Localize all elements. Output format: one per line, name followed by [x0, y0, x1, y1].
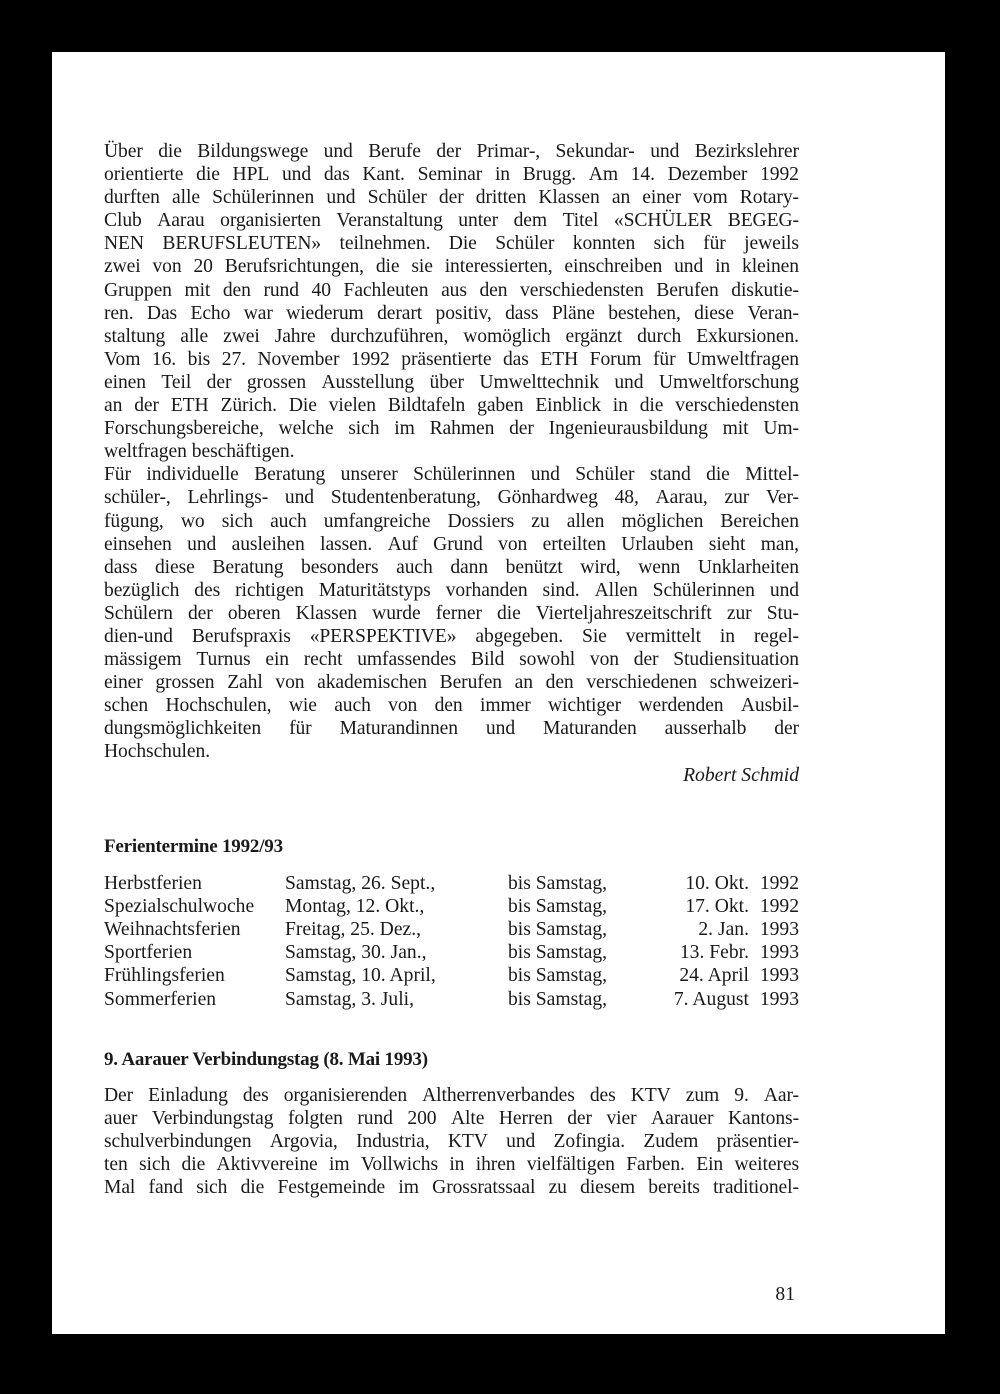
ferien-row — [104, 872, 799, 895]
text-line: dass diese Beratung besonders auch dann benützt wird, wenn Unklarheiten — [104, 556, 799, 578]
ferientermine-table — [104, 872, 799, 1011]
start-date: Samstag, 3. Juli, — [285, 988, 414, 1010]
document-page — [52, 52, 945, 1334]
article-body — [104, 140, 799, 764]
text-line: Der Einladung des organisierenden Altherrenverbandes des KTV zum 9. Aar- — [104, 1084, 799, 1106]
end-date: 2. Jan. — [698, 918, 749, 940]
until-label: bis Samstag, — [508, 872, 608, 894]
ferien-row — [104, 964, 799, 987]
vacation-name: Frühlingsferien — [104, 965, 225, 987]
start-date: Samstag, 26. Sept., — [285, 872, 436, 894]
year: 1993 — [759, 942, 799, 964]
vacation-name: Weihnachtsferien — [104, 918, 241, 940]
end-date: 13. Febr. — [679, 942, 749, 964]
year: 1992 — [759, 895, 799, 917]
start-date: Samstag, 10. April, — [285, 965, 436, 987]
text-line: schüler-, Lehrlings- und Studentenberatung, Gönhardweg 48, Aarau, zur Ver- — [104, 487, 799, 509]
text-line: einen Teil der grossen Ausstellung über Umwelttechnik und Umweltforschung — [104, 371, 799, 393]
text-line: bezüglich des richtigen Maturitätstyps vorhanden sind. Allen Schülerinnen und — [104, 579, 799, 601]
end-date: 10. Okt. — [685, 872, 749, 894]
author-signature: Robert Schmid — [683, 764, 799, 786]
text-line: einsehen und ausleihen lassen. Auf Grund von erteilten Urlauben sieht man, — [104, 533, 799, 555]
year: 1993 — [759, 918, 799, 940]
text-line: ren. Das Echo war wiederum derart positiv, dass Pläne bestehen, diese Veran- — [104, 302, 799, 324]
text-line: Schülern der oberen Klassen wurde ferner die Vierteljahreszeitschrift zur Stu- — [104, 602, 799, 624]
text-line: auer Verbindungstag folgten rund 200 Alte Herren der vier Aarauer Kantons- — [104, 1107, 799, 1129]
text-line: dien-und Berufspraxis «PERSPEKTIVE» abgegeben. Sie vermittelt in regel- — [104, 625, 799, 647]
until-label: bis Samstag, — [508, 895, 608, 917]
text-line: schen Hochschulen, wie auch von den immer wichtiger werdenden Ausbil- — [104, 695, 799, 717]
ferientermine-heading: Ferientermine 1992/93 — [104, 835, 283, 857]
text-line: Forschungsbereiche, welche sich im Rahmen der Ingenieurausbildung mit Um- — [104, 418, 799, 440]
text-line: ten sich die Aktivvereine im Vollwichs in ihren vielfältigen Farben. Ein weiteres — [104, 1154, 799, 1176]
page-content — [104, 140, 799, 1199]
text-line: Für individuelle Beratung unserer Schülerinnen und Schüler stand die Mittel- — [104, 464, 799, 486]
until-label: bis Samstag, — [508, 965, 608, 987]
ferien-row — [104, 895, 799, 918]
ferien-row — [104, 918, 799, 941]
text-line: zwei von 20 Berufsrichtungen, die sie interessierten, einschreiben und in kleinen — [104, 256, 799, 278]
text-line: staltung alle zwei Jahre durchzuführen, womöglich ergänzt durch Exkursionen. — [104, 325, 799, 347]
text-line: Club Aarau organisierten Veranstaltung unter dem Titel «SCHÜLER BEGEG- — [104, 210, 799, 232]
ferien-row — [104, 988, 799, 1011]
text-line: NEN BERUFSLEUTEN» teilnehmen. Die Schüler konnten sich für jeweils — [104, 233, 799, 255]
text-line: an der ETH Zürich. Die vielen Bildtafeln gaben Einblick in die verschiedensten — [104, 395, 799, 417]
vacation-name: Sommerferien — [104, 988, 217, 1010]
text-line: einer grossen Zahl von akademischen Berufen an den verschiedenen schweizeri- — [104, 672, 799, 694]
text-line: weltfragen beschäftigen. — [104, 441, 295, 463]
text-line: orientierte die HPL und das Kant. Seminar in Brugg. Am 14. Dezember 1992 — [104, 164, 799, 186]
text-line: durften alle Schülerinnen und Schüler der dritten Klassen an einer vom Rotary- — [104, 187, 799, 209]
text-line: Über die Bildungswege und Berufe der Primar-, Sekundar- und Bezirkslehrer — [104, 141, 799, 162]
vacation-name: Spezialschulwoche — [104, 895, 255, 917]
text-line: Vom 16. bis 27. November 1992 präsentierte das ETH Forum für Umweltfragen — [104, 348, 799, 370]
start-date: Freitag, 25. Dez., — [285, 918, 422, 940]
until-label: bis Samstag, — [508, 918, 608, 940]
year: 1993 — [759, 965, 799, 987]
page-number: 81 — [775, 1284, 795, 1305]
year: 1993 — [759, 988, 799, 1010]
end-date: 7. August — [673, 988, 749, 1010]
vacation-name: Sportferien — [104, 942, 193, 964]
ferien-row — [104, 941, 799, 964]
text-line: schulverbindungen Argovia, Industria, KTV und Zofingia. Zudem präsentier- — [104, 1130, 799, 1152]
until-label: bis Samstag, — [508, 942, 608, 964]
until-label: bis Samstag, — [508, 988, 608, 1010]
end-date: 24. April — [679, 965, 749, 987]
vacation-name: Herbstferien — [104, 872, 202, 894]
start-date: Samstag, 30. Jan., — [285, 942, 427, 964]
text-line: dungsmöglichkeiten für Maturandinnen und Maturanden ausserhalb der — [104, 718, 799, 740]
text-line: mässigem Turnus ein recht umfassendes Bild sowohl von der Studiensituation — [104, 649, 799, 671]
text-line: Gruppen mit den rund 40 Fachleuten aus den verschiedensten Berufen diskutie- — [104, 279, 799, 301]
year: 1992 — [759, 872, 799, 894]
verbindungstag-heading: 9. Aarauer Verbindungstag (8. Mai 1993) — [104, 1048, 428, 1070]
end-date: 17. Okt. — [685, 895, 749, 917]
start-date: Montag, 12. Okt., — [285, 895, 425, 917]
verbindungstag-body — [104, 1084, 799, 1199]
text-line: Mal fand sich die Festgemeinde im Grossratssaal zu diesem bereits traditionel- — [104, 1177, 799, 1199]
text-line: fügung, wo sich auch umfangreiche Dossiers zu allen möglichen Bereichen — [104, 510, 799, 532]
text-line: Hochschulen. — [104, 741, 210, 763]
